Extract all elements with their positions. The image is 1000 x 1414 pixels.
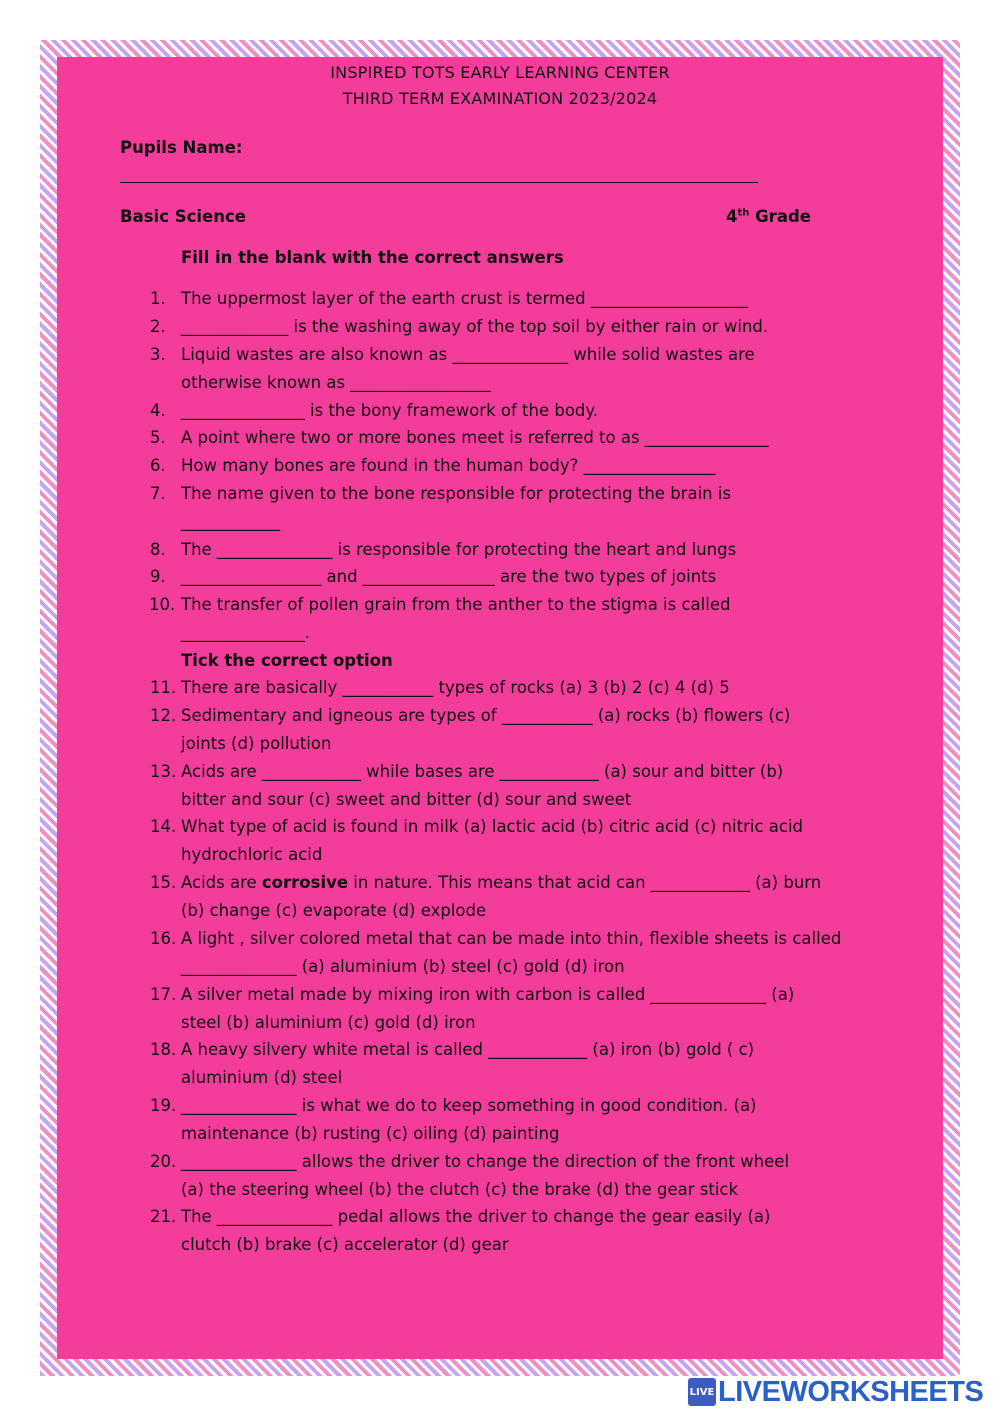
question-text: bitter and sour (c) sweet and bitter (d) sour and sweet [181, 790, 632, 809]
question-text: How many bones are found in the human body? ________________ [181, 456, 716, 475]
grade-label [726, 207, 811, 226]
question-text: _____________ is the washing away of the top soil by either rain or wind. [181, 317, 769, 336]
question-text: maintenance (b) rusting (c) oiling (d) painting [181, 1124, 560, 1143]
question-text: The transfer of pollen grain from the anther to the stigma is called [181, 595, 731, 614]
question-text: A point where two or more bones meet is referred to as _______________ [181, 428, 769, 447]
question-number: 1. [150, 289, 166, 308]
question-keyword: corrosive [261, 873, 349, 892]
question-number: 4. [150, 401, 166, 420]
question-text: hydrochloric acid [181, 845, 323, 864]
school-name: INSPIRED TOTS EARLY LEARNING CENTER [330, 63, 670, 82]
question-text: The ______________ pedal allows the driver to change the gear easily (a) [181, 1207, 771, 1226]
question-number: 8. [150, 540, 166, 559]
question-number: 6. [150, 456, 166, 475]
question-text: _________________ and ________________ are the two types of joints [181, 567, 717, 586]
question-text: The ______________ is responsible for protecting the heart and lungs [181, 540, 737, 559]
grade-text: Grade [755, 207, 811, 226]
question-text [181, 873, 821, 892]
question-text: clutch (b) brake (c) accelerator (d) gear [181, 1235, 509, 1254]
question-text: _______________ is the bony framework of the body. [181, 401, 599, 420]
question-number: 9. [150, 567, 166, 586]
question-number: 21. [150, 1207, 177, 1226]
question-number: 18. [150, 1040, 177, 1059]
question-text: aluminium (d) steel [181, 1068, 343, 1087]
question-number: 19. [150, 1096, 177, 1115]
exam-title: THIRD TERM EXAMINATION 2023/2024 [342, 89, 658, 108]
question-text: A heavy silvery white metal is called ____________ (a) iron (b) gold ( c) [181, 1040, 755, 1059]
liveworksheets-logo[interactable] [688, 1375, 983, 1409]
question-text: The name given to the bone responsible for protecting the brain is [181, 484, 732, 503]
live-logo-icon: LIVE [688, 1378, 716, 1406]
question-number: 16. [150, 929, 177, 948]
question-text: Acids are ____________ while bases are ____________ (a) sour and bitter (b) [181, 762, 784, 781]
question-text: _______________. [181, 623, 310, 642]
question-text: There are basically ___________ types of rocks (a) 3 (b) 2 (c) 4 (d) 5 [181, 678, 730, 697]
question-number: 7. [150, 484, 166, 503]
question-number: 3. [150, 345, 166, 364]
question-text-part: in nature. This means that acid can ____________ (a) burn [348, 873, 822, 892]
question-text: The uppermost layer of the earth crust is termed ___________________ [181, 289, 748, 308]
question-text: A light , silver colored metal that can be made into thin, flexible sheets is called [181, 929, 842, 948]
question-text: Liquid wastes are also known as ______________ while solid wastes are [181, 345, 755, 364]
question-text: otherwise known as _________________ [181, 373, 491, 392]
question-text: What type of acid is found in milk (a) lactic acid (b) citric acid (c) nitric acid [181, 817, 803, 836]
question-number: 5. [150, 428, 166, 447]
question-text: joints (d) pollution [181, 734, 332, 753]
grade-suffix: th [737, 207, 750, 219]
question-text: ______________ is what we do to keep something in good condition. (a) [181, 1096, 757, 1115]
question-text: ______________ allows the driver to change the direction of the front wheel [181, 1152, 790, 1171]
question-text: steel (b) aluminium (c) gold (d) iron [181, 1013, 476, 1032]
pupil-name-label: Pupils Name: [120, 138, 243, 157]
question-number: 15. [150, 873, 177, 892]
section-tick-option: Tick the correct option [181, 651, 393, 670]
subject-label: Basic Science [120, 207, 246, 226]
brand-text: LIVEWORKSHEETS [718, 1375, 984, 1408]
question-text: (b) change (c) evaporate (d) explode [181, 901, 487, 920]
question-text: (a) the steering wheel (b) the clutch (c) the brake (d) the gear stick [181, 1180, 739, 1199]
section-fill-blank: Fill in the blank with the correct answers [181, 248, 564, 267]
question-number: 13. [150, 762, 177, 781]
question-number: 11. [150, 678, 177, 697]
pupil-name-line[interactable] [120, 182, 758, 183]
question-text-part: Acids are [181, 873, 262, 892]
question-number: 10. [149, 595, 176, 614]
question-text: ______________ (a) aluminium (b) steel (c) gold (d) iron [181, 957, 625, 976]
question-text: ____________ [181, 512, 280, 531]
question-number: 2. [150, 317, 166, 336]
question-number: 14. [150, 817, 177, 836]
question-number: 20. [150, 1152, 177, 1171]
question-number: 17. [150, 985, 177, 1004]
question-number: 12. [150, 706, 177, 725]
grade-number: 4 [726, 207, 738, 226]
question-text: Sedimentary and igneous are types of ___________ (a) rocks (b) flowers (c) [181, 706, 791, 725]
question-text: A silver metal made by mixing iron with carbon is called ______________ (a) [181, 985, 795, 1004]
